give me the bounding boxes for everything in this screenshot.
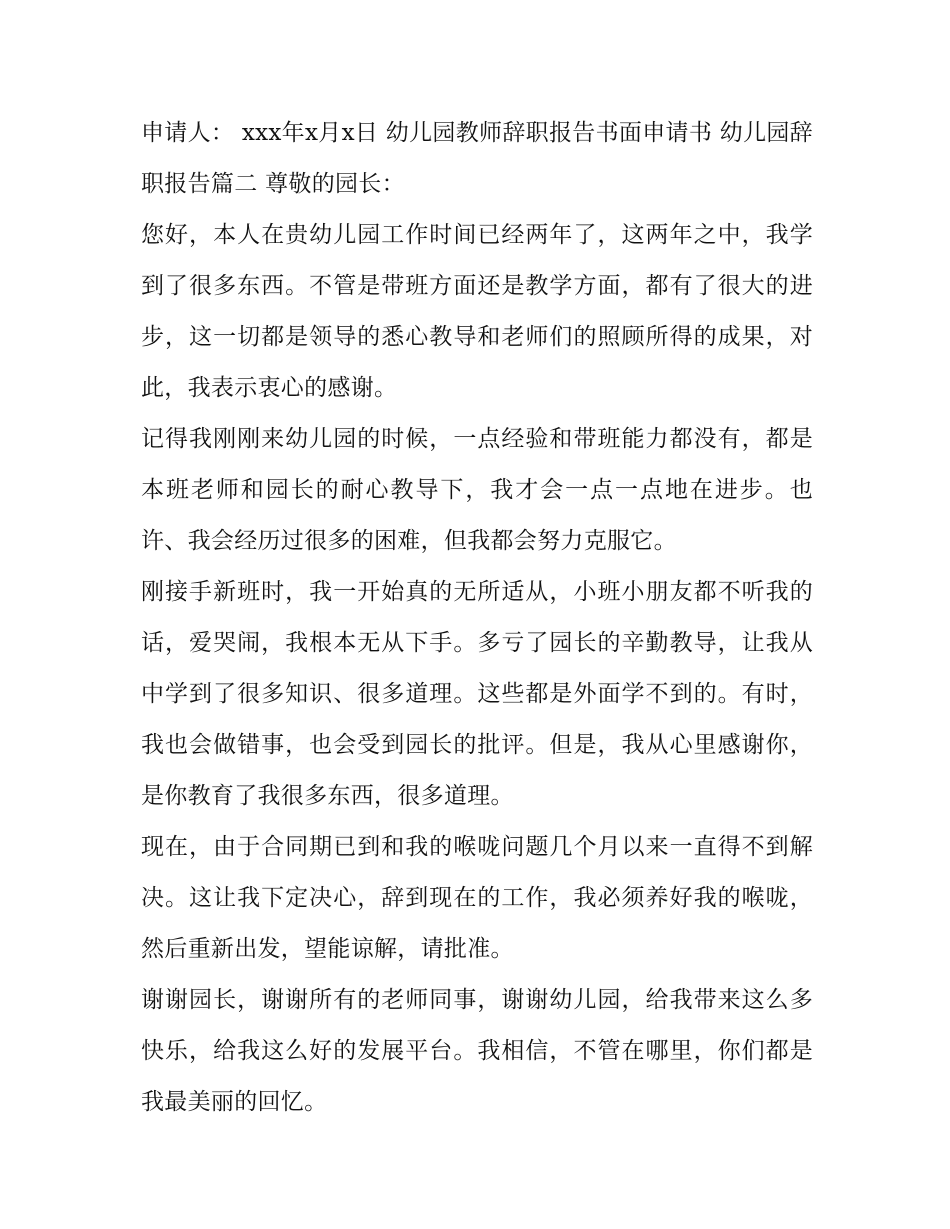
paragraph-memory: 记得我刚刚来幼儿园的时候，一点经验和带班能力都没有，都是本班老师和园长的耐心教导下，我才会一点一点地在进步。也许、我会经历过很多的困难，但我都会努力克服它。: [141, 426, 813, 554]
paragraph-new-class: 刚接手新班时，我一开始真的无所适从，小班小朋友都不听我的话，爱哭闹，我根本无从下手。多亏了园长的辛勤教导，让我从中学到了很多知识、很多道理。这些都是外面学不到的。有时，我也会做错事，也会受到园长的批评。但是，我从心里感谢你，是你教育了我很多东西，很多道理。: [141, 579, 813, 809]
paragraph-thanks: 谢谢园长，谢谢所有的老师同事，谢谢幼儿园，给我带来这么多快乐，给我这么好的发展平台。我相信，不管在哪里，你们都是我最美丽的回忆。: [141, 987, 813, 1115]
letter-body: [141, 108, 813, 1128]
paragraph-header: 申请人： xxx年x月x日 幼儿园教师辞职报告书面申请书 幼儿园辞职报告篇二 尊敬的园长：: [141, 120, 813, 197]
paragraph-greeting: 您好，本人在贵幼儿园工作时间已经两年了，这两年之中，我学到了很多东西。不管是带班方面还是教学方面，都有了很大的进步，这一切都是领导的悉心教导和老师们的照顾所得的成果，对此，我表示衷心的感谢。: [141, 222, 813, 401]
paragraph-reason: 现在，由于合同期已到和我的喉咙问题几个月以来一直得不到解决。这让我下定决心，辞到现在的工作，我必须养好我的喉咙，然后重新出发，望能谅解，请批准。: [141, 834, 813, 962]
